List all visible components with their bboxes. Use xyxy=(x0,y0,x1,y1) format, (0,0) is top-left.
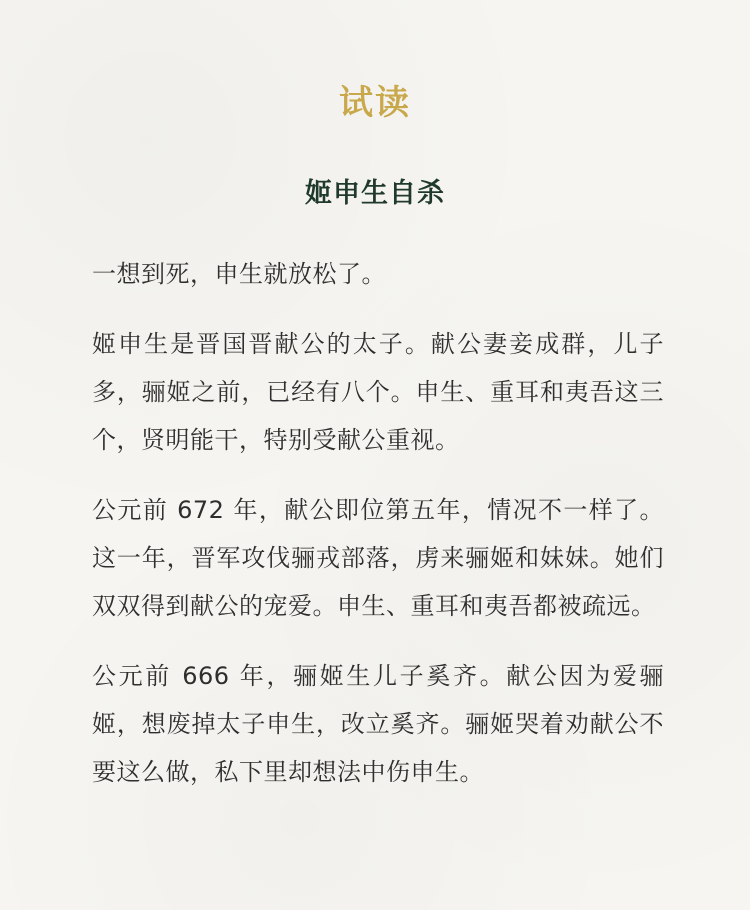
paragraph: 姬申生是晋国晋献公的太子。献公妻妾成群，儿子多，骊姬之前，已经有八个。申生、重耳和夷吾这三个，贤明能干，特别受献公重视。 xyxy=(92,330,664,454)
chapter-title: 姬申生自杀 xyxy=(305,178,445,209)
paragraph: 一想到死，申生就放松了。 xyxy=(92,260,386,288)
paragraph: 公元前 666 年，骊姬生儿子奚齐。献公因为爱骊姬，想废掉太子申生，改立奚齐。骊姬哭着劝献公不要这么做，私下里却想法中伤申生。 xyxy=(92,662,664,786)
section-label: 试读 xyxy=(339,83,411,123)
paragraph: 公元前 672 年，献公即位第五年，情况不一样了。这一年，晋军攻伐骊戎部落，虏来骊姬和妹妹。她们双双得到献公的宠爱。申生、重耳和夷吾都被疏远。 xyxy=(92,496,664,620)
article-body xyxy=(92,250,664,818)
